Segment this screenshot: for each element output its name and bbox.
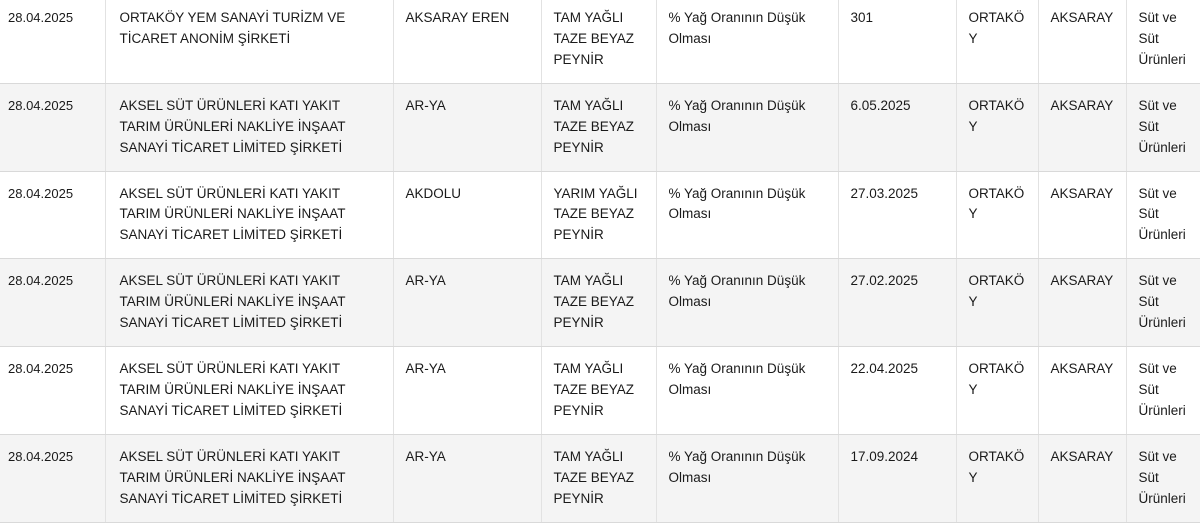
cell-ref: 301 xyxy=(838,0,956,83)
cell-brand: AKDOLU xyxy=(393,171,541,259)
table-row xyxy=(0,347,1200,435)
cell-product: TAM YAĞLI TAZE BEYAZ PEYNİR xyxy=(541,0,656,83)
cell-firm: AKSEL SÜT ÜRÜNLERİ KATI YAKIT TARIM ÜRÜNLERİ NAKLİYE İNŞAAT SANAYİ TİCARET LİMİTED ŞİRKETİ xyxy=(105,347,393,435)
cell-firm: ORTAKÖY YEM SANAYİ TURİZM VE TİCARET ANONİM ŞİRKETİ xyxy=(105,0,393,83)
table-row xyxy=(0,434,1200,522)
cell-city: AKSARAY xyxy=(1038,347,1126,435)
cell-brand: AR-YA xyxy=(393,434,541,522)
cell-ref: 6.05.2025 xyxy=(838,83,956,171)
table-row xyxy=(0,0,1200,83)
cell-category: Süt ve Süt Ürünleri xyxy=(1126,171,1200,259)
cell-issue: % Yağ Oranının Düşük Olması xyxy=(656,347,838,435)
cell-district: ORTAKÖY xyxy=(956,347,1038,435)
cell-category: Süt ve Süt Ürünleri xyxy=(1126,347,1200,435)
cell-brand: AKSARAY EREN xyxy=(393,0,541,83)
cell-brand: AR-YA xyxy=(393,259,541,347)
table-row xyxy=(0,171,1200,259)
cell-firm: AKSEL SÜT ÜRÜNLERİ KATI YAKIT TARIM ÜRÜNLERİ NAKLİYE İNŞAAT SANAYİ TİCARET LİMİTED ŞİRKETİ xyxy=(105,259,393,347)
cell-ref: 22.04.2025 xyxy=(838,347,956,435)
cell-category: Süt ve Süt Ürünleri xyxy=(1126,434,1200,522)
cell-city: AKSARAY xyxy=(1038,171,1126,259)
cell-ref: 27.02.2025 xyxy=(838,259,956,347)
cell-category: Süt ve Süt Ürünleri xyxy=(1126,83,1200,171)
cell-issue: % Yağ Oranının Düşük Olması xyxy=(656,0,838,83)
cell-date: 28.04.2025 xyxy=(0,0,105,83)
cell-product: TAM YAĞLI TAZE BEYAZ PEYNİR xyxy=(541,259,656,347)
cell-product: TAM YAĞLI TAZE BEYAZ PEYNİR xyxy=(541,83,656,171)
cell-product: TAM YAĞLI TAZE BEYAZ PEYNİR xyxy=(541,434,656,522)
cell-brand: AR-YA xyxy=(393,347,541,435)
cell-firm: AKSEL SÜT ÜRÜNLERİ KATI YAKIT TARIM ÜRÜNLERİ NAKLİYE İNŞAAT SANAYİ TİCARET LİMİTED ŞİRKETİ xyxy=(105,171,393,259)
cell-district: ORTAKÖY xyxy=(956,0,1038,83)
cell-issue: % Yağ Oranının Düşük Olması xyxy=(656,83,838,171)
cell-ref: 17.09.2024 xyxy=(838,434,956,522)
cell-ref: 27.03.2025 xyxy=(838,171,956,259)
cell-city: AKSARAY xyxy=(1038,259,1126,347)
table-row xyxy=(0,83,1200,171)
cell-category: Süt ve Süt Ürünleri xyxy=(1126,259,1200,347)
table-row xyxy=(0,259,1200,347)
cell-district: ORTAKÖY xyxy=(956,434,1038,522)
cell-date: 28.04.2025 xyxy=(0,171,105,259)
cell-product: TAM YAĞLI TAZE BEYAZ PEYNİR xyxy=(541,347,656,435)
cell-product: YARIM YAĞLI TAZE BEYAZ PEYNİR xyxy=(541,171,656,259)
cell-city: AKSARAY xyxy=(1038,83,1126,171)
cell-date: 28.04.2025 xyxy=(0,434,105,522)
cell-city: AKSARAY xyxy=(1038,434,1126,522)
cell-issue: % Yağ Oranının Düşük Olması xyxy=(656,434,838,522)
cell-district: ORTAKÖY xyxy=(956,171,1038,259)
cell-firm: AKSEL SÜT ÜRÜNLERİ KATI YAKIT TARIM ÜRÜNLERİ NAKLİYE İNŞAAT SANAYİ TİCARET LİMİTED ŞİRKETİ xyxy=(105,83,393,171)
cell-category: Süt ve Süt Ürünleri xyxy=(1126,0,1200,83)
cell-issue: % Yağ Oranının Düşük Olması xyxy=(656,171,838,259)
cell-district: ORTAKÖY xyxy=(956,83,1038,171)
cell-date: 28.04.2025 xyxy=(0,347,105,435)
cell-district: ORTAKÖY xyxy=(956,259,1038,347)
cell-date: 28.04.2025 xyxy=(0,83,105,171)
cell-city: AKSARAY xyxy=(1038,0,1126,83)
cell-brand: AR-YA xyxy=(393,83,541,171)
cell-issue: % Yağ Oranının Düşük Olması xyxy=(656,259,838,347)
cell-date: 28.04.2025 xyxy=(0,259,105,347)
cell-firm: AKSEL SÜT ÜRÜNLERİ KATI YAKIT TARIM ÜRÜNLERİ NAKLİYE İNŞAAT SANAYİ TİCARET LİMİTED ŞİRKETİ xyxy=(105,434,393,522)
